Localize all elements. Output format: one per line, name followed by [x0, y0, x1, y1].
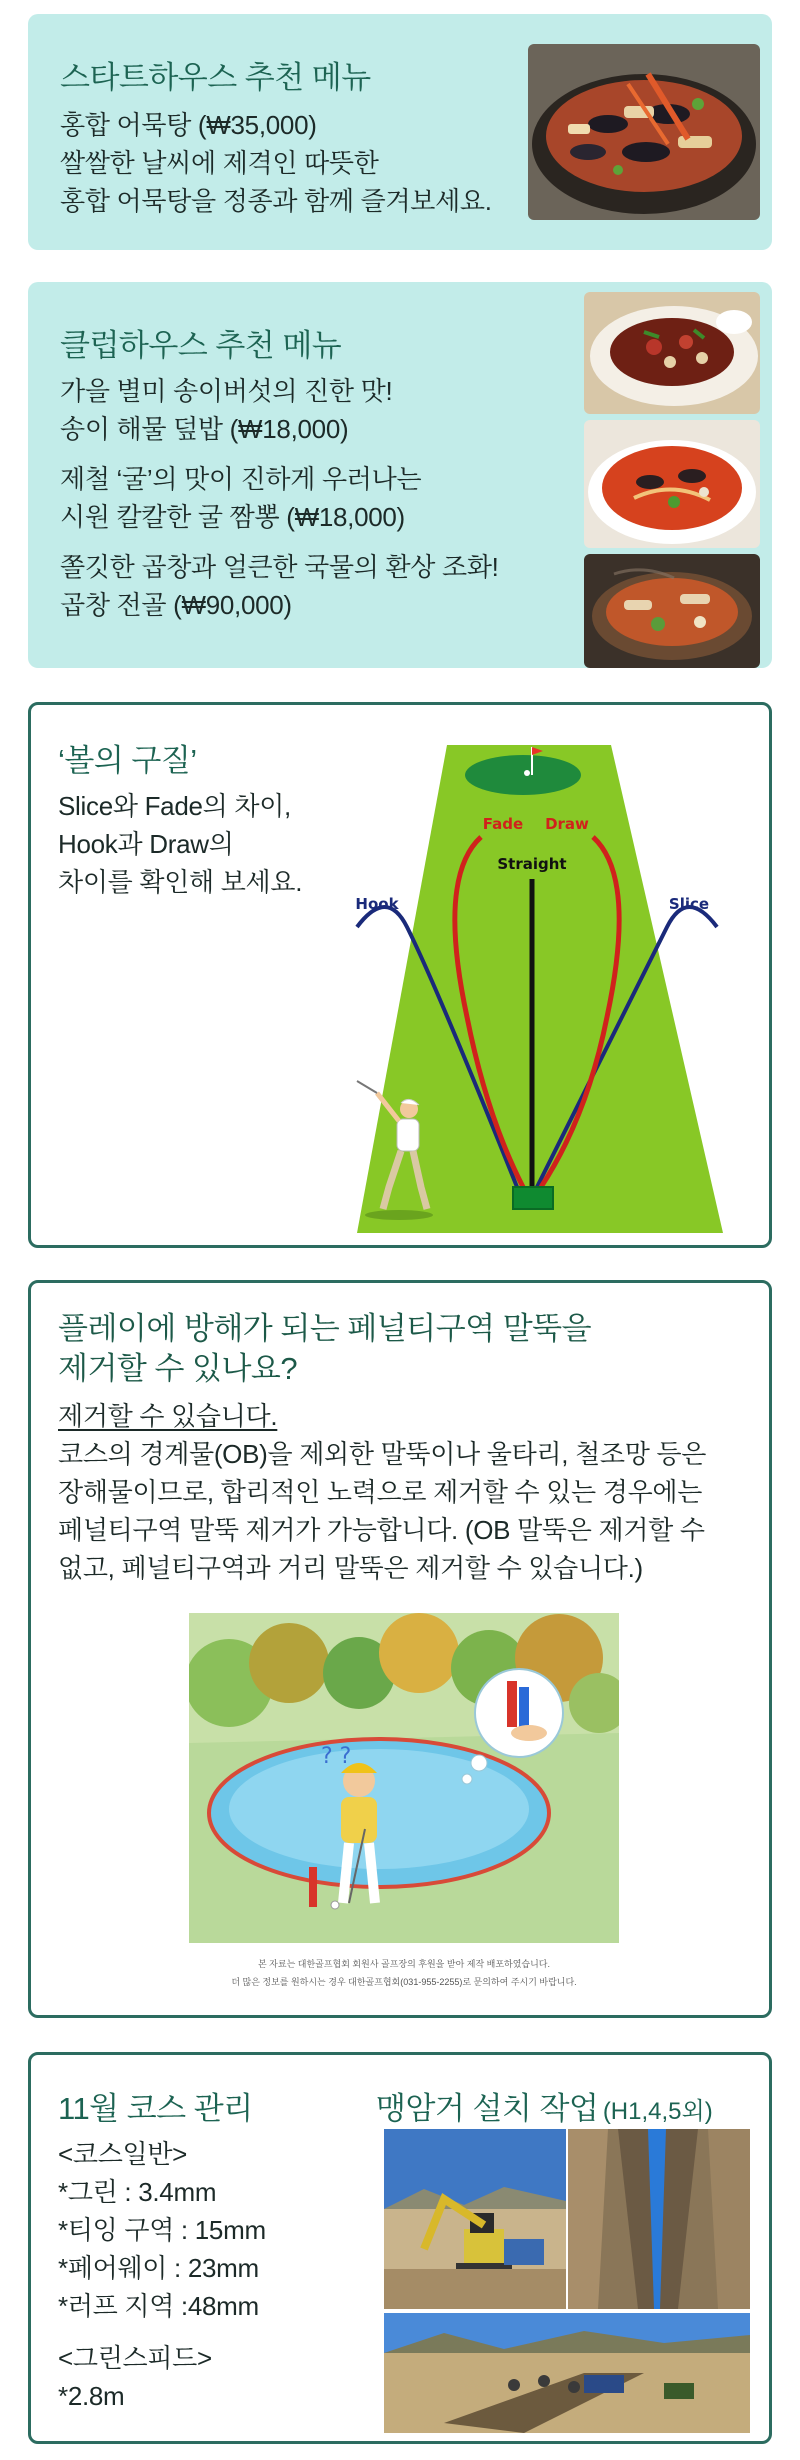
penalty-illustration: [189, 1613, 619, 1995]
ballflight-description: [58, 787, 302, 901]
penalty-answer-text: 제거할 수 있습니다.: [58, 1401, 278, 1431]
starthouse-title: 스타트하우스 추천 메뉴: [60, 60, 371, 95]
ballflight-line: Slice와 Fade의 차이,: [58, 791, 291, 821]
fade-label: Fade: [482, 815, 524, 833]
ballflight-card: [28, 702, 772, 1248]
course-spec-item: *러프 지역 :48mm: [58, 2291, 259, 2321]
gopchang-jeongol-photo: [584, 554, 760, 668]
course-general-header: <코스일반>: [58, 2139, 188, 2169]
clubhouse-title: 클럽하우스 추천 메뉴: [60, 328, 342, 363]
clubhouse-item-2: [60, 460, 421, 536]
clubhouse-item-1: [60, 372, 392, 448]
course-title: 11월 코스 관리: [58, 2091, 253, 2126]
mushroom-seafood-rice-photo: [584, 292, 760, 414]
course-speed: [58, 2339, 212, 2415]
ballflight-line: 차이를 확인해 보세요.: [58, 867, 303, 897]
oyster-jjamppong-photo: [584, 420, 760, 548]
penalty-explanation-line: 장해물이므로, 합리적인 노력으로 제거할 수 있는 경우에는: [58, 1477, 703, 1507]
clubhouse-card: [28, 282, 772, 668]
mussel-fishcake-soup-photo: [528, 44, 760, 220]
penalty-explanation-line: 페널티구역 말뚝 제거가 가능합니다. (OB 말뚝은 제거할 수: [58, 1515, 705, 1545]
green-speed-value: *2.8m: [58, 2381, 125, 2411]
starthouse-line: 홍합 어묵탕을 정종과 함께 즐겨보세요.: [60, 186, 492, 216]
green-speed-header: <그린스피드>: [58, 2343, 212, 2373]
clubhouse-item-tagline: 쫄깃한 곱창과 얼큰한 국물의 환상 조화!: [60, 552, 499, 582]
excavator-photo: [384, 2129, 566, 2309]
straight-label: Straight: [497, 855, 567, 873]
clubhouse-item-name: 송이 해물 덮밥 (₩18,000): [60, 414, 349, 444]
putting-green: [465, 755, 581, 795]
penalty-caption-line: 본 자료는 대한골프협회 회원사 골프장의 후원을 받아 제작 배포하였습니다.: [257, 1959, 551, 1969]
draw-label: Draw: [545, 815, 589, 833]
hook-label: Hook: [355, 895, 399, 913]
penalty-title: [58, 1309, 591, 1389]
drain-installation-team-photo: [384, 2313, 750, 2433]
clubhouse-item-tagline: 가을 별미 송이버섯의 진한 맛!: [60, 376, 393, 406]
ball-flight-diagram: [327, 717, 747, 1237]
penalty-explanation: [58, 1435, 706, 1587]
course-card: [28, 2052, 772, 2444]
penalty-answer: [58, 1397, 277, 1435]
penalty-explanation-line: 없고, 페널티구역과 거리 말뚝은 제거할 수 있습니다.): [58, 1553, 643, 1583]
course-general: [58, 2135, 266, 2325]
pond-scene: [189, 1613, 619, 1943]
slice-label: Slice: [668, 895, 710, 913]
course-spec-item: *그린 : 3.4mm: [58, 2177, 217, 2207]
starthouse-line: 홍합 어묵탕 (₩35,000): [60, 110, 317, 140]
drain-work-holes: (H1,4,5외): [602, 2098, 713, 2125]
course-spec-item: *티잉 구역 : 15mm: [58, 2215, 266, 2245]
course-spec-item: *페어웨이 : 23mm: [58, 2253, 259, 2283]
penalty-title-line: 제거할 수 있나요?: [58, 1351, 298, 1386]
penalty-title-line: 플레이에 방해가 되는 페널티구역 말뚝을: [58, 1311, 592, 1346]
question-marks: ? ?: [321, 1744, 352, 1769]
starthouse-line: 쌀쌀한 날씨에 제격인 따뜻한: [60, 148, 379, 178]
penalty-explanation-line: 코스의 경계물(OB)을 제외한 말뚝이나 울타리, 철조망 등은: [58, 1439, 707, 1469]
drain-pipe-trench-photo: [568, 2129, 750, 2309]
ballflight-line: Hook과 Draw의: [58, 829, 234, 859]
hole-ball: [524, 770, 530, 776]
clubhouse-item-name: 곱창 전골 (₩90,000): [60, 590, 292, 620]
penalty-card: [28, 1280, 772, 2018]
starthouse-card: [28, 14, 772, 250]
ballflight-title: ‘볼의 구질’: [58, 743, 197, 778]
drain-work-heading: [376, 2083, 713, 2128]
clubhouse-item-name: 시원 칼칼한 굴 짬뽕 (₩18,000): [60, 502, 405, 532]
starthouse-description: [60, 106, 492, 220]
clubhouse-item-tagline: 제철 ‘굴’의 맛이 진하게 우러나는: [60, 464, 422, 494]
red-stake: [309, 1867, 317, 1907]
tee-box: [513, 1187, 553, 1209]
clubhouse-item-3: [60, 548, 499, 624]
drain-work-title: 맹암거 설치 작업: [376, 2091, 599, 2126]
penalty-caption-line: 더 많은 정보를 원하시는 경우 대한골프협회(031-955-2255)로 문의하여 주시기 바랍니다.: [231, 1977, 577, 1987]
